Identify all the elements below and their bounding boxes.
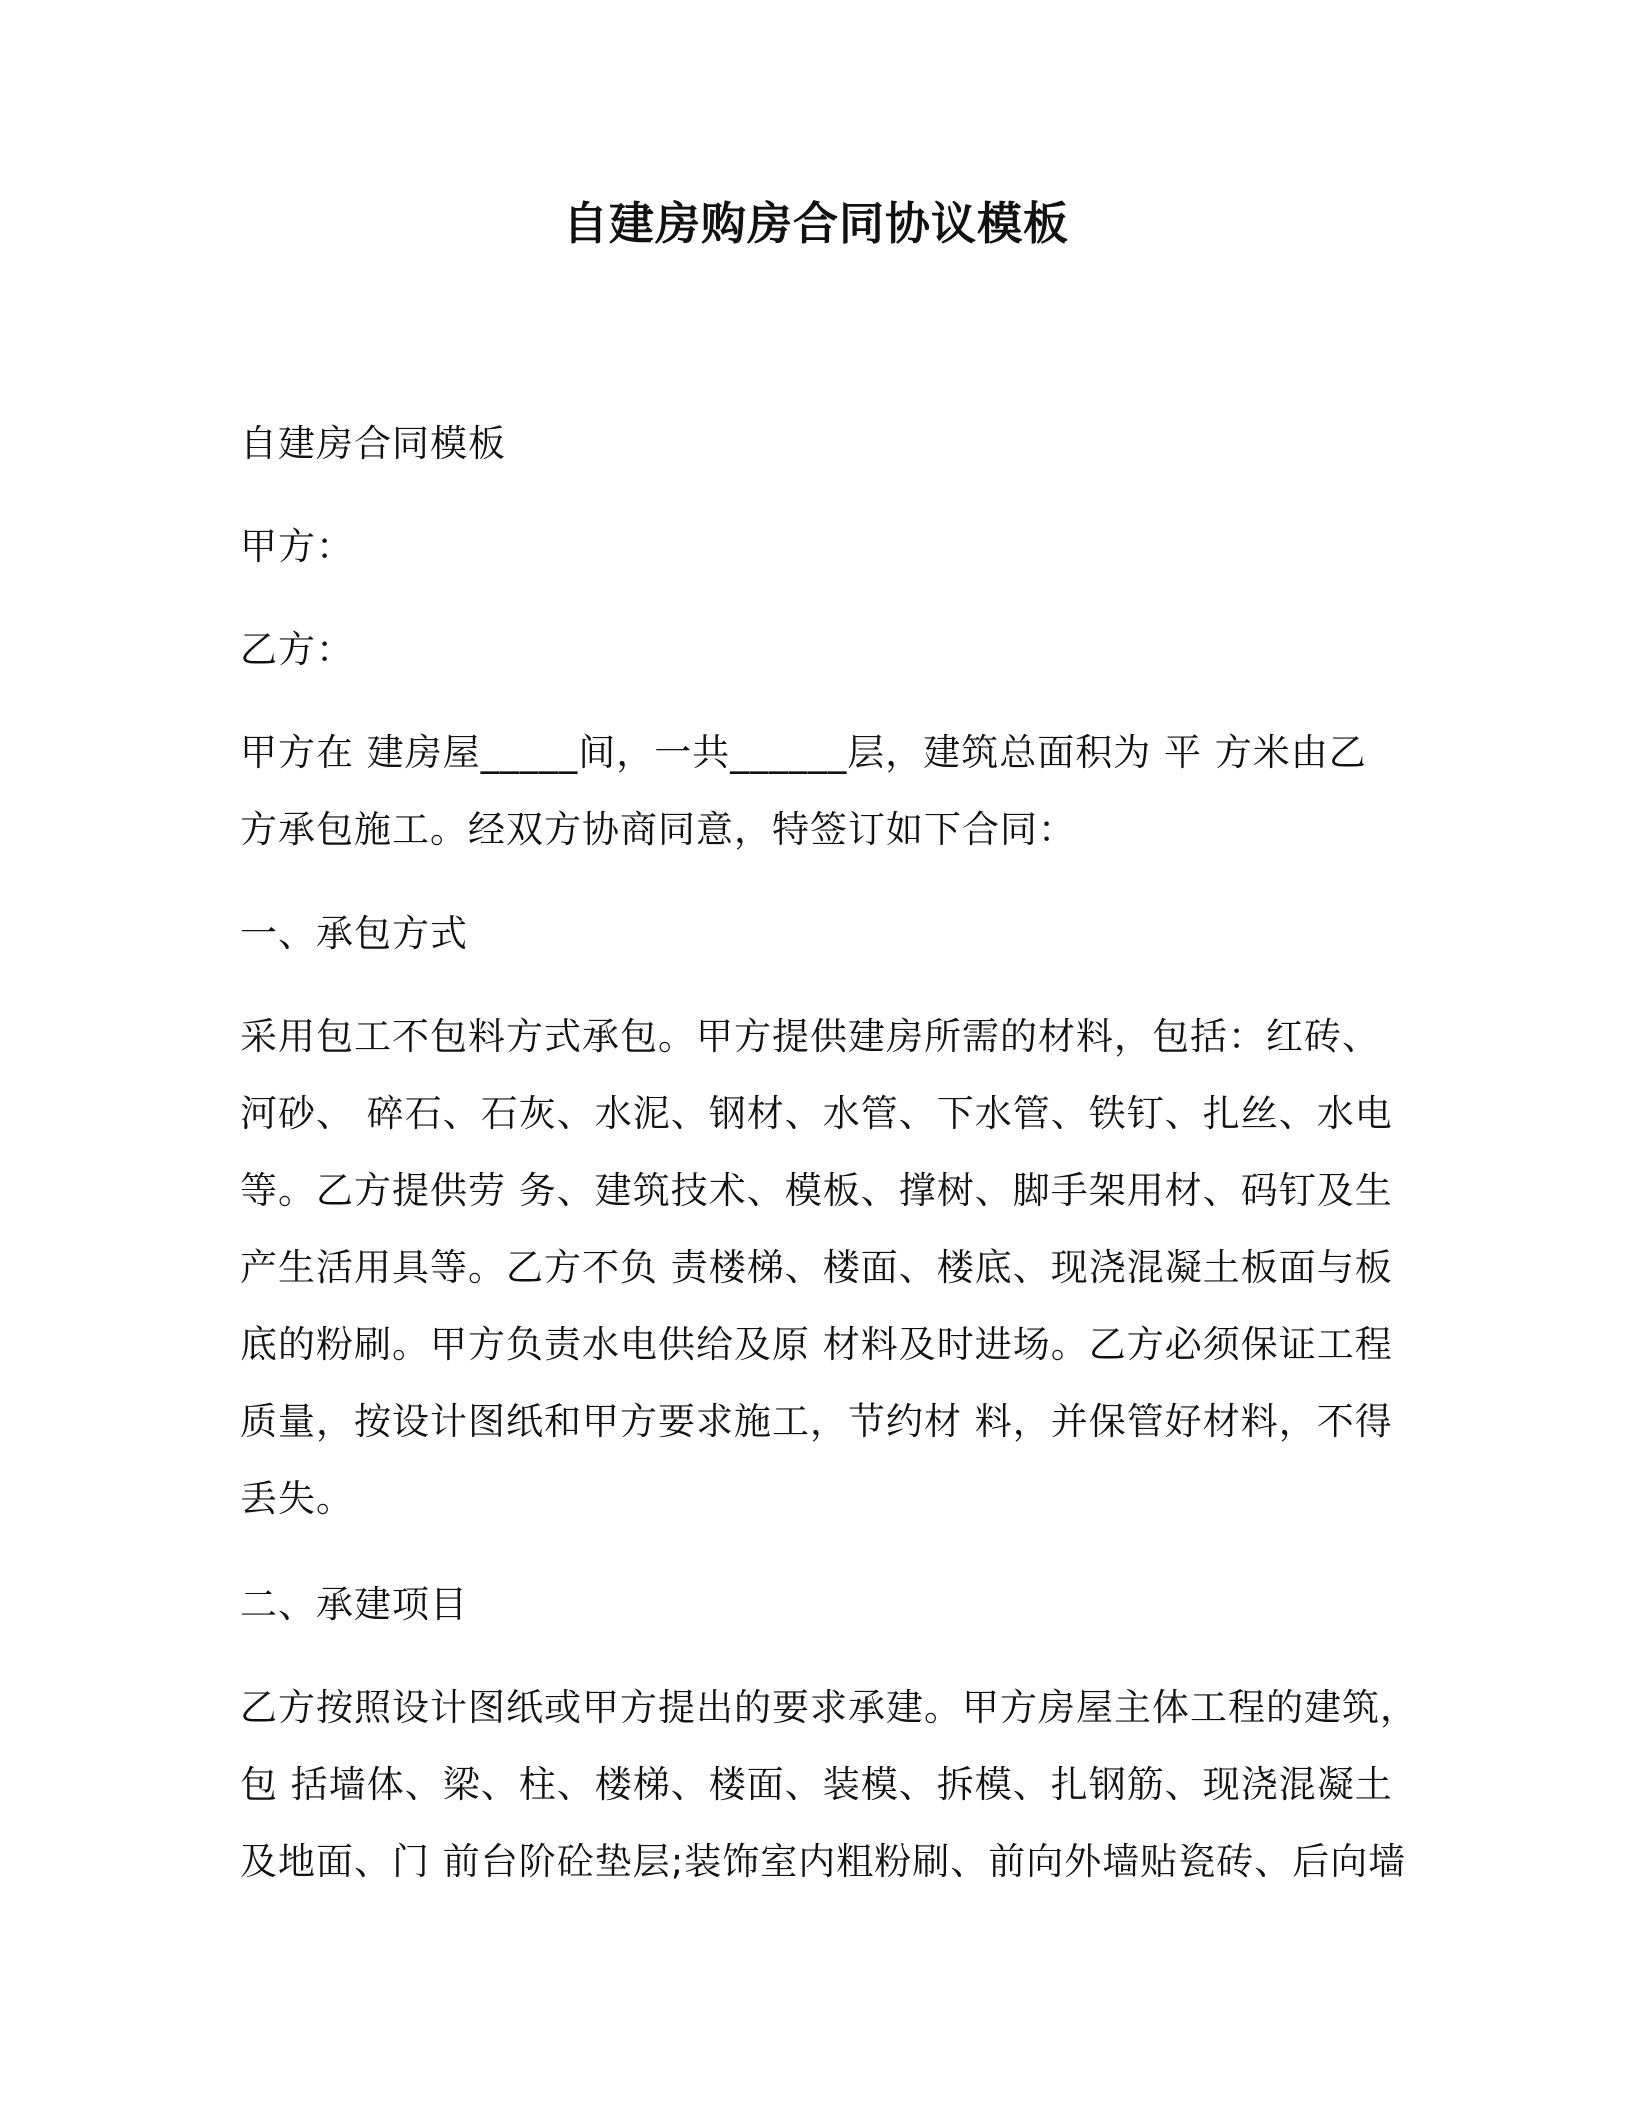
contract-subtitle: 自建房合同模板	[240, 422, 506, 465]
text-line: 包 括墙体、梁、柱、楼梯、楼面、装模、拆模、扎钢筋、现浇混凝土	[240, 1763, 1393, 1806]
text-line: 采用包工不包料方式承包。甲方提供建房所需的材料，包括：红砖、	[240, 1015, 1380, 1058]
party-b-label: 乙方：	[240, 628, 354, 671]
text-line: 河砂、 碎石、石灰、水泥、钢材、水管、下水管、铁钉、扎丝、水电	[240, 1092, 1393, 1135]
text-line: 甲方在 建房屋_____间，一共______层，建筑总面积为 平 方米由乙	[240, 731, 1367, 774]
text-line: 产生活用具等。乙方不负 责楼梯、楼面、楼底、现浇混凝土板面与板	[240, 1246, 1393, 1289]
text-line: 及地面、门 前台阶砼垫层;装饰室内粗粉刷、前向外墙贴瓷砖、后向墙	[240, 1840, 1407, 1883]
party-a-label: 甲方：	[240, 525, 354, 568]
section-2-paragraph	[240, 1669, 1418, 1900]
document-title: 自建房购房合同协议模板	[562, 197, 1069, 250]
section-heading-2: 二、承建项目	[240, 1583, 468, 1626]
intro-paragraph	[240, 714, 1370, 868]
text-line: 方承包施工。经双方协商同意，特签订如下合同：	[240, 808, 1076, 851]
section-heading-1: 一、承包方式	[240, 912, 468, 955]
section-1-paragraph	[240, 998, 1393, 1537]
text-line: 质量，按设计图纸和甲方要求施工，节约材 料，并保管好材料，不得	[240, 1400, 1393, 1443]
text-line: 丢失。	[240, 1477, 354, 1520]
text-line: 乙方按照设计图纸或甲方提出的要求承建。甲方房屋主体工程的建筑，	[240, 1686, 1418, 1729]
text-line: 底的粉刷。甲方负责水电供给及原 材料及时进场。乙方必须保证工程	[240, 1323, 1393, 1366]
text-line: 等。乙方提供劳 务、建筑技术、模板、撑树、脚手架用材、码钉及生	[240, 1169, 1393, 1212]
